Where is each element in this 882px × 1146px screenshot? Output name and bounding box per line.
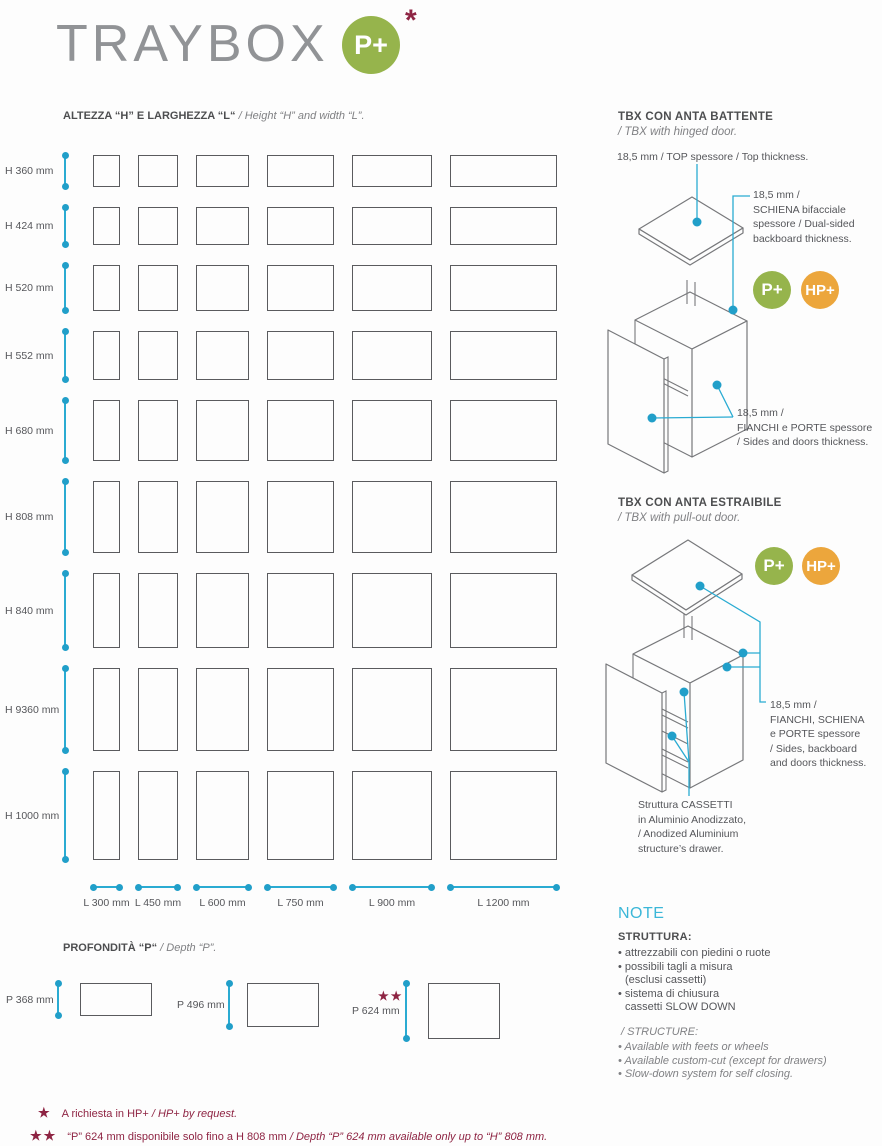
width-label: L 750 mm (277, 897, 324, 909)
note-list-it: • attrezzabili con piedini o ruote • possibili tagli a misura (esclusi cassetti) • sistema di chiusura cassetti SLOW DOWN (618, 947, 771, 1013)
width-dimension-line (352, 886, 432, 888)
size-cell (196, 400, 249, 461)
note-list-en: • Available with feets or wheels • Available custom-cut (except for drawers) • Slow-down system for self closing. (618, 1041, 827, 1080)
size-cell (196, 207, 249, 245)
size-cell (450, 771, 557, 860)
size-cell (138, 207, 178, 245)
size-cell (352, 207, 432, 245)
pullout-sides-label: 18,5 mm / FIANCHI, SCHIENA e PORTE spessore / Sides, backboard and doors thickness. (770, 699, 867, 769)
height-dimension-line (64, 331, 66, 380)
size-cell (196, 481, 249, 553)
size-cell (450, 481, 557, 553)
size-cell (93, 481, 120, 553)
size-cell (267, 573, 334, 648)
footnote-1-it: A richiesta in HP+ (61, 1108, 149, 1120)
size-cell (267, 155, 334, 187)
size-cell (267, 207, 334, 245)
pullout-title-en: / TBX with pull-out door. (618, 512, 741, 524)
depth-label: P 368 mm (6, 993, 54, 1006)
footnote-2 (30, 1128, 547, 1144)
note-subheading: STRUTTURA: (618, 931, 692, 943)
height-label: H 520 mm (5, 282, 54, 294)
size-cell (138, 771, 178, 860)
size-cell (93, 573, 120, 648)
depth-heading-en: / Depth “P”. (157, 942, 217, 954)
width-label: L 600 mm (199, 897, 246, 909)
hinged-top-label: 18,5 mm / TOP spessore / Top thickness. (617, 151, 809, 163)
size-cell (196, 668, 249, 751)
height-dimension-line (64, 207, 66, 245)
width-label: L 450 mm (134, 897, 182, 909)
depth-dimension-line (57, 983, 59, 1016)
asterisk-icon: * (405, 4, 417, 37)
size-cell (196, 573, 249, 648)
size-cell (352, 481, 432, 553)
size-cell (196, 155, 249, 187)
size-cell (352, 265, 432, 311)
width-label: L 900 mm (368, 897, 416, 909)
p-plus-badge: P+ (342, 16, 400, 74)
height-dimension-line (64, 400, 66, 461)
size-cell (450, 265, 557, 311)
width-dimension-line (93, 886, 120, 888)
hinged-title-it: TBX CON ANTA BATTENTE (618, 111, 774, 123)
width-dimension-line (450, 886, 557, 888)
size-cell (138, 400, 178, 461)
footnote-1-en: / HP+ by request. (148, 1108, 238, 1120)
size-cell (267, 668, 334, 751)
size-cell (352, 771, 432, 860)
height-dimension-line (64, 481, 66, 553)
pullout-section-title (618, 496, 782, 526)
size-cell (450, 155, 557, 187)
height-dimension-line (64, 668, 66, 751)
size-cell (352, 331, 432, 380)
size-cell (450, 668, 557, 751)
hinged-title-en: / TBX with hinged door. (618, 126, 738, 138)
hinged-sides-label: 18,5 mm / FIANCHI e PORTE spessore / Sides and doors thickness. (737, 407, 873, 448)
size-heading-it: ALTEZZA “H” E LARGHEZZA “L“ (63, 110, 236, 122)
footnote-1-star-icon: ★ (38, 1105, 52, 1120)
size-cell (93, 265, 120, 311)
note-heading: NOTE (618, 905, 665, 922)
width-label: L 1200 mm (477, 897, 530, 909)
height-label: H 552 mm (5, 349, 54, 362)
size-cell (352, 573, 432, 648)
size-cell (138, 481, 178, 553)
footnote-2-en: / Depth “P” 624 mm available only up to “H” 808 mm. (286, 1131, 548, 1143)
width-label: L 300 mm (83, 897, 130, 909)
depth-dimension-line (405, 983, 407, 1039)
size-heading-en: / Height “H” and width “L”. (235, 110, 365, 122)
depth-dimension-line (228, 983, 230, 1027)
note-heading-en: / STRUCTURE: (621, 1026, 698, 1038)
size-cell (138, 668, 178, 751)
height-label: H 1000 mm (5, 809, 60, 822)
size-cell (138, 155, 178, 187)
size-cell (352, 668, 432, 751)
size-cell (450, 400, 557, 461)
footnote-1 (38, 1105, 237, 1121)
size-cell (352, 155, 432, 187)
size-section-heading (63, 110, 365, 122)
hinged-section-title (618, 110, 773, 140)
size-cell (138, 573, 178, 648)
height-dimension-line (64, 573, 66, 648)
hinged-hp-plus-badge: HP+ (801, 271, 839, 309)
hinged-p-plus-badge: P+ (753, 271, 791, 309)
size-cell (450, 573, 557, 648)
size-cell (93, 207, 120, 245)
size-cell (93, 155, 120, 187)
size-cell (196, 265, 249, 311)
pullout-cabinet-diagram (600, 530, 882, 820)
depth-note-stars: ★★ (378, 989, 404, 1003)
depth-label: P 496 mm (177, 999, 225, 1011)
width-dimension-line (138, 886, 178, 888)
size-cell (267, 771, 334, 860)
size-cell (267, 265, 334, 311)
footnote-2-star-icon: ★★ (30, 1128, 58, 1143)
height-dimension-line (64, 771, 66, 860)
size-cell (267, 331, 334, 380)
height-label: H 840 mm (5, 604, 54, 617)
footnote-2-it: “P” 624 mm disponibile solo fino a H 808 mm (67, 1131, 287, 1143)
depth-cell (247, 983, 319, 1027)
height-dimension-line (64, 265, 66, 311)
size-cell (93, 331, 120, 380)
size-cell (450, 207, 557, 245)
height-label: H 360 mm (5, 165, 54, 177)
width-dimension-line (267, 886, 334, 888)
size-cell (93, 668, 120, 751)
depth-heading-it: PROFONDITÀ “P“ (63, 942, 158, 954)
height-label: H 808 mm (5, 511, 54, 523)
depth-label: P 624 mm (352, 1005, 400, 1017)
size-cell (93, 771, 120, 860)
depth-cell (428, 983, 500, 1039)
size-cell (196, 331, 249, 380)
size-cell (93, 400, 120, 461)
pullout-p-plus-badge: P+ (755, 547, 793, 585)
pullout-drawer-label: Struttura CASSETTI in Aluminio Anodizzato, / Anodized Aluminium structure’s drawer. (638, 799, 746, 855)
page-title: TRAYBOX (56, 15, 329, 73)
height-label: H 9360 mm (5, 703, 60, 716)
size-cell (138, 265, 178, 311)
height-label: H 680 mm (5, 424, 54, 437)
hinged-back-label: 18,5 mm / SCHIENA bifacciale spessore / Dual-sided backboard thickness. (753, 189, 855, 245)
size-cell (352, 400, 432, 461)
depth-section-heading (63, 942, 216, 954)
width-dimension-line (196, 886, 249, 888)
pullout-title-it: TBX CON ANTA ESTRAIBILE (618, 497, 782, 509)
size-cell (267, 481, 334, 553)
size-cell (196, 771, 249, 860)
depth-cell (80, 983, 152, 1016)
size-cell (267, 400, 334, 461)
height-label: H 424 mm (5, 220, 54, 232)
pullout-hp-plus-badge: HP+ (802, 547, 840, 585)
size-cell (138, 331, 178, 380)
size-cell (450, 331, 557, 380)
height-dimension-line (64, 155, 66, 187)
